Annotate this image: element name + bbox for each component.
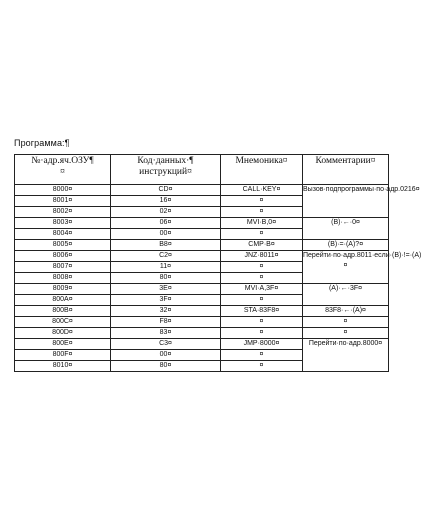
cell-address: 8004¤	[15, 229, 111, 240]
table-row	[15, 284, 389, 295]
table-row	[15, 251, 389, 262]
header-address: №·адр.яч.ОЗУ¶ ¤	[15, 155, 111, 185]
cell-code: 80¤	[111, 361, 221, 372]
cell-address: 800E¤	[15, 339, 111, 350]
cell-comment: Вызов·подпрограммы·по·адр.0216¤	[303, 185, 389, 218]
cell-mnemonic: JMP·8000¤	[221, 339, 303, 350]
program-heading: Программа:¶	[14, 138, 70, 148]
cell-address: 800D¤	[15, 328, 111, 339]
cell-address: 8003¤	[15, 218, 111, 229]
cell-mnemonic: ¤	[221, 328, 303, 339]
cell-mnemonic: ¤	[221, 295, 303, 306]
cell-mnemonic: JNZ·8011¤	[221, 251, 303, 262]
cell-mnemonic: ¤	[221, 317, 303, 328]
cell-code: 80¤	[111, 273, 221, 284]
cell-code: 16¤	[111, 196, 221, 207]
header-comment: Комментарии¤	[303, 155, 389, 185]
cell-code: 02¤	[111, 207, 221, 218]
cell-address: 8006¤	[15, 251, 111, 262]
table-row	[15, 306, 389, 317]
table-row	[15, 328, 389, 339]
cell-address: 800F¤	[15, 350, 111, 361]
cell-mnemonic: ¤	[221, 229, 303, 240]
cell-code: 06¤	[111, 218, 221, 229]
cell-comment: ¤	[303, 328, 389, 339]
cell-address: 8008¤	[15, 273, 111, 284]
cell-comment: (A)·←·3F¤	[303, 284, 389, 306]
program-table	[14, 154, 421, 372]
cell-address: 800C¤	[15, 317, 111, 328]
cell-address: 8000¤	[15, 185, 111, 196]
header-code: Код·данных·¶ инструкций¤	[111, 155, 221, 185]
cell-code: 11¤	[111, 262, 221, 273]
cell-mnemonic: CMP·B¤	[221, 240, 303, 251]
table-row	[15, 317, 389, 328]
cell-mnemonic: ¤	[221, 273, 303, 284]
header-mnemonic: Мнемоника¤	[221, 155, 303, 185]
cell-code: 32¤	[111, 306, 221, 317]
cell-address: 8009¤	[15, 284, 111, 295]
table-row	[15, 339, 389, 350]
cell-mnemonic: ¤	[221, 262, 303, 273]
cell-comment: 83F8·←·(A)¤	[303, 306, 389, 317]
cell-comment: Перейти·по·адр.8000¤	[303, 339, 389, 372]
cell-mnemonic: CALL·KEY¤	[221, 185, 303, 196]
cell-comment: Перейти·по·адр.8011·если·(B)·!=·(A)¤	[303, 251, 389, 284]
cell-address: 800A¤	[15, 295, 111, 306]
cell-address: 8010¤	[15, 361, 111, 372]
table-row	[15, 185, 389, 196]
cell-comment: (B)·=·(A)?¤	[303, 240, 389, 251]
cell-mnemonic: ¤	[221, 196, 303, 207]
cell-mnemonic: STA·83F8¤	[221, 306, 303, 317]
cell-code: C2¤	[111, 251, 221, 262]
cell-code: CD¤	[111, 185, 221, 196]
cell-code: F8¤	[111, 317, 221, 328]
cell-mnemonic: ¤	[221, 350, 303, 361]
cell-code: C3¤	[111, 339, 221, 350]
cell-code: 3F¤	[111, 295, 221, 306]
cell-comment: (B)·←·0¤	[303, 218, 389, 240]
table-header-row	[15, 155, 389, 185]
cell-mnemonic: MVI·A,3F¤	[221, 284, 303, 295]
cell-address: 8005¤	[15, 240, 111, 251]
cell-mnemonic: MVI·B,0¤	[221, 218, 303, 229]
cell-mnemonic: ¤	[221, 207, 303, 218]
cell-mnemonic: ¤	[221, 361, 303, 372]
cell-code: 83¤	[111, 328, 221, 339]
table-row	[15, 240, 389, 251]
cell-code: 00¤	[111, 350, 221, 361]
cell-code: 00¤	[111, 229, 221, 240]
cell-comment: ¤	[303, 317, 389, 328]
cell-code: 3E¤	[111, 284, 221, 295]
cell-address: 800B¤	[15, 306, 111, 317]
cell-address: 8002¤	[15, 207, 111, 218]
table-row	[15, 218, 389, 229]
cell-address: 8007¤	[15, 262, 111, 273]
cell-address: 8001¤	[15, 196, 111, 207]
cell-code: B8¤	[111, 240, 221, 251]
